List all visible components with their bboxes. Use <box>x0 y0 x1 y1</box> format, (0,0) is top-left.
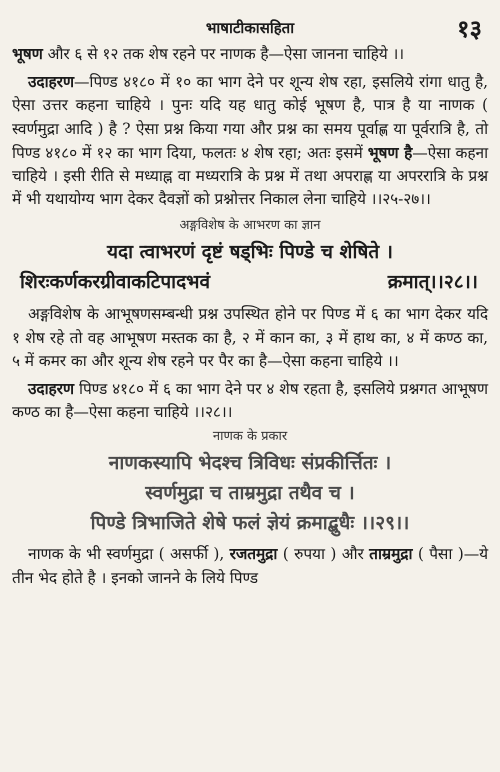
nanak-text-a: नाणक के भी स्वर्णमुद्रा ( असर्फी ), <box>28 545 230 564</box>
term-rajat: रजतमुद्रा <box>229 544 278 564</box>
page-number: १३ <box>457 14 482 43</box>
paragraph-example-1 <box>12 70 488 211</box>
paragraph-ornament-explanation: अङ्गविशेष के आभूषणसम्बन्धी प्रश्न उपस्थित होने पर पिण्ड में ६ का भाग देकर यदि १ शेष रहे तो वह आभूषण मस्तक का है, २ में कान का, ३ में हाथ का, ४ में कण्ठ का, ५ में कमर का और शून्य शेष रहने पर पैर का है—ऐसा कहना चाहिये ।। <box>12 305 488 370</box>
example-1-text-b: —ऐसा कहना चाहिये । इसी रीति से मध्याह्न वा मध्यरात्रि के प्रश्न में तथा अपराह्ण या अपररात्रि के प्रश्न में भी यथायोग्य भाग देकर दैवज्ञों को प्रश्नोत्तर निकाल लेना चाहिये ।।२५-२७।। <box>12 143 488 209</box>
running-title: भाषाटीकासहिता <box>205 19 295 37</box>
term-tamra: ताम्रमुद्रा <box>369 544 413 564</box>
example-label: उदाहरण <box>28 72 75 92</box>
example-1-text-a: —पिण्ड ४१८० में १० का भाग देने पर शून्य शेष रहा, इसलिये रांगा धातु है, ऐसा उत्तर कहना चाहिये । पुनः यदि यह धातु कोई भूषण है, पात्र है या नाणक ( स्वर्णमुद्रा आदि ) है ? ऐसा प्रश्न किया गया और प्रश्न का समय पूर्वाह्ण या पूर्वरात्रि है, तो पिण्ड ४१८० में १२ का भाग दिया, फलतः ४ शेष रहा; अतः इसमें <box>12 73 488 162</box>
term-bhushan: भूषण <box>12 44 43 63</box>
verse-29-line-1: नाणकस्यापि भेदश्च त्रिविधः संप्रकीर्त्तितः । <box>108 452 392 475</box>
paragraph-1 <box>12 42 488 66</box>
running-header <box>12 8 488 42</box>
verse-28-line-2-text: शिरःकर्णकरग्रीवाकटिपादभवं <box>20 271 211 294</box>
paragraph-1-text: और ६ से १२ तक शेष रहने पर नाणक है—ऐसा जानना चाहिये ।। <box>42 45 405 63</box>
section-heading-ornament: अङ्गविशेष के आभरण का ज्ञान <box>179 218 321 234</box>
verse-28-line-1: यदा त्वाभरणं दृष्टं षड्भिः पिण्डे च शेषिते । <box>107 241 393 264</box>
example-2-text: पिण्ड ४१८० में ६ का भाग देने पर ४ शेष रहता है, इसलिये प्रश्नगत आभूषण कण्ठ का है—ऐसा कहना चाहिये ।।२८।। <box>12 380 488 422</box>
example-2-label: उदाहरण <box>28 379 75 399</box>
section-heading-nanak: नाणक के प्रकार <box>212 429 288 445</box>
paragraph-nanak-types <box>12 542 488 589</box>
book-page <box>12 8 488 590</box>
verse-29-line-3: पिण्डे त्रिभाजिते शेषे फलं ज्ञेयं क्रमाद्बुधैः ।।२९।। <box>90 512 410 535</box>
verse-28-line-2 <box>12 267 488 297</box>
verse-28-line-2-end: क्रमात्।।२८।। <box>387 271 478 294</box>
example-1-emphasis: भूषण है <box>367 142 413 162</box>
nanak-text-c: ( पैसा )—ये तीन भेद होते है । इनको जानने के लिये पिण्ड <box>12 545 488 587</box>
paragraph-example-2 <box>12 377 488 424</box>
verse-29-line-2: स्वर्णमुद्रा च ताम्रमुद्रा तथैव च । <box>145 482 355 505</box>
nanak-text-b: ( रुपया ) और <box>277 545 370 564</box>
